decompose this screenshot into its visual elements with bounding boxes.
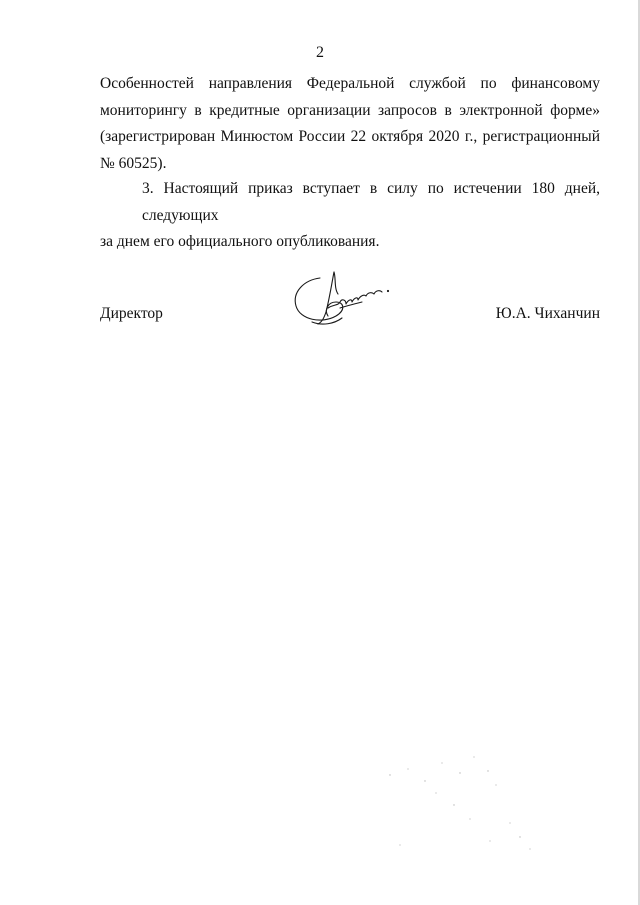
text-line: Особенностей направления Федеральной службой по финансовому: [100, 75, 600, 92]
handwritten-signature: [282, 262, 392, 334]
page-number: 2: [316, 44, 324, 61]
text-line: мониторингу в кредитные организации запросов в электронной форме»: [100, 101, 600, 119]
paragraph-continuation: [100, 71, 600, 177]
text-line: № 60525).: [100, 154, 167, 172]
signatory-name: Ю.А. Чиханчин: [495, 305, 600, 322]
text-line: (зарегистрирован Минюстом России 22 октября 2020 г., регистрационный: [100, 128, 600, 145]
paragraph-clause-3: [100, 176, 600, 256]
text-line: за днем его официального опубликования.: [100, 233, 380, 250]
signatory-position: Директор: [100, 305, 163, 322]
text-line: 3. Настоящий приказ вступает в силу по истечении 180 дней, следующих: [142, 180, 600, 224]
scan-noise: [370, 745, 550, 865]
